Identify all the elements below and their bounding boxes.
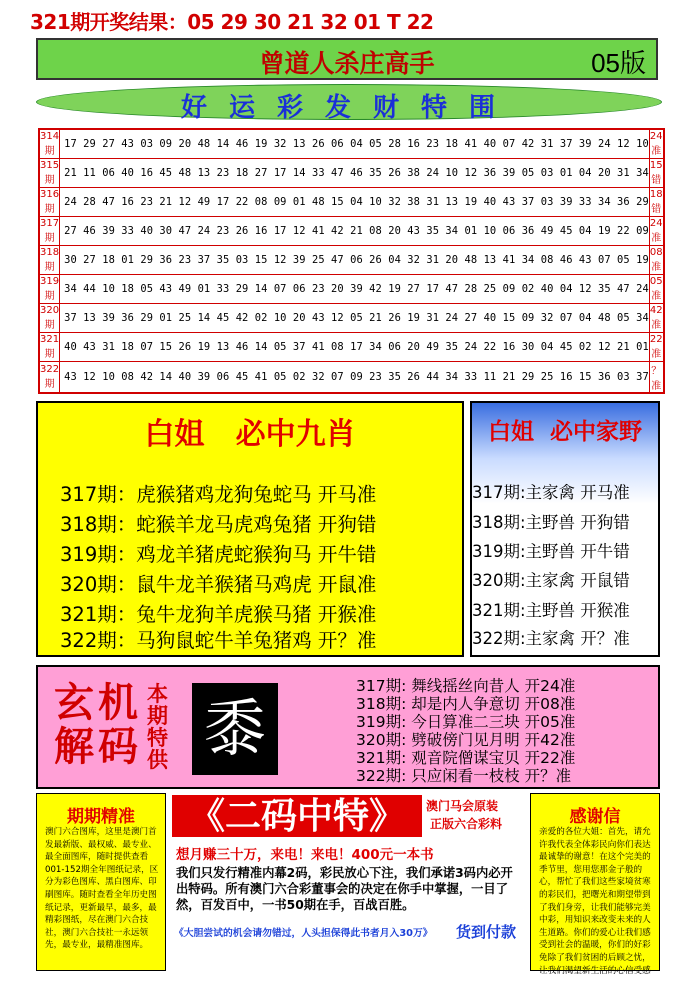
edition-label: 05版 xyxy=(591,48,646,78)
domestic-wild-box xyxy=(470,401,660,657)
grid-period: 320期 xyxy=(40,304,60,331)
domestic-wild-row: 320期:主家禽 开鼠错 xyxy=(472,571,630,590)
grid-result: 22准 xyxy=(649,333,663,360)
domestic-wild-row: 322期:主家禽 开？准 xyxy=(472,629,630,648)
nine-zodiac-box xyxy=(36,401,464,657)
grid-result: 24准 xyxy=(649,217,663,244)
grid-numbers: 17 29 27 43 03 09 20 48 14 46 19 32 13 26 06 04 05 28 16 23 18 41 40 07 42 31 37 39 24 12 10 xyxy=(60,129,650,158)
grid-period: 322期 xyxy=(39,361,60,393)
grid-numbers: 24 28 47 16 23 21 12 49 17 22 08 09 01 48 15 04 10 32 38 31 13 19 40 43 37 03 39 33 34 36 29 xyxy=(60,187,650,216)
banner-text: 好运彩发财特围 xyxy=(180,93,517,123)
grid-result: 05准 xyxy=(649,275,663,302)
grid-period: 315期 xyxy=(40,159,60,186)
grid-numbers: 27 46 39 33 40 30 47 24 23 26 16 17 12 41 42 21 08 20 43 35 34 01 10 06 36 49 45 04 19 22 09 xyxy=(60,216,650,245)
grid-numbers: 34 44 10 18 05 43 49 01 33 29 14 07 06 23 20 39 42 19 27 17 47 28 25 09 02 40 04 12 35 47 24 xyxy=(60,274,650,303)
grid-numbers: 37 13 39 36 29 01 25 14 45 42 02 10 20 43 12 05 21 26 19 31 24 27 40 15 09 32 07 04 48 05 34 xyxy=(60,303,650,332)
mystery-glyph: 黍 xyxy=(192,683,278,775)
brand-bar xyxy=(36,38,658,80)
nine-zodiac-title: 白姐 必中九肖 xyxy=(144,417,356,452)
ad-slogan: 想月赚三十万，来电！来电！400元一本书 xyxy=(176,847,434,863)
grid-row xyxy=(39,187,664,216)
brand-title: 曾道人杀庄高手 xyxy=(259,49,435,78)
grid-numbers: 21 11 06 40 16 45 48 13 23 18 27 17 14 33 47 46 35 26 38 24 10 12 36 39 05 03 01 04 20 31 34 xyxy=(60,158,650,187)
mystery-big-label-text: 玄机解码 xyxy=(54,680,142,770)
mystery-row: 321期: 观音院僧谋宝贝 开22准 xyxy=(356,749,576,767)
grid-row xyxy=(39,158,664,187)
grid-row xyxy=(39,129,664,158)
grid-period: 318期 xyxy=(40,246,60,273)
number-grid xyxy=(38,128,665,394)
domestic-wild-title: 白姐 必中家野 xyxy=(487,419,642,445)
grid-numbers: 43 12 10 08 42 14 40 39 06 45 41 05 02 32 07 09 23 35 26 44 34 33 11 21 29 25 16 15 36 03 37 xyxy=(60,361,650,393)
grid-row xyxy=(39,216,664,245)
mystery-row: 320期: 劈破傍门见月明 开42准 xyxy=(356,731,576,749)
domestic-wild-row: 321期:主野兽 开猴准 xyxy=(472,601,630,620)
mystery-decode-box xyxy=(36,665,660,789)
left-panel-title: 期期精准 xyxy=(67,807,135,827)
grid-result: 08准 xyxy=(649,246,663,273)
right-panel xyxy=(530,793,660,976)
ad-footer-note: 《大胆尝试的机会请勿错过，人头担保得此书者月入30万》 xyxy=(174,928,433,939)
grid-numbers: 40 43 31 18 07 15 26 19 13 46 14 05 37 41 08 17 34 06 20 49 35 24 22 16 30 04 45 02 12 21 01 xyxy=(60,332,650,361)
mystery-small-label: 本期特供 xyxy=(147,682,168,772)
grid-row xyxy=(39,361,664,393)
lucky-banner xyxy=(36,84,662,123)
cash-on-delivery-label: 货到付款 xyxy=(456,923,517,941)
nine-zodiac-row: 317期：虎猴猪鸡龙狗兔蛇马 开马准 xyxy=(60,483,377,506)
grid-period: 321期 xyxy=(40,333,60,360)
grid-period: 317期 xyxy=(40,217,60,244)
grid-period: 319期 xyxy=(40,275,60,302)
mystery-row: 319期: 今日算准二三块 开05准 xyxy=(356,713,576,731)
source-line-2: 正版六合彩料 xyxy=(430,817,503,831)
grid-numbers: 30 27 18 01 29 36 23 37 35 03 15 12 39 25 47 06 26 04 32 31 20 48 13 41 34 08 46 43 07 05 19 xyxy=(60,245,650,274)
mystery-row: 318期: 却是内人争意切 开08准 xyxy=(356,695,576,713)
right-panel-text: 亲爱的各位大姐：首先，请允许我代表全体彩民向你们表达最诚挚的谢意！在这个完美的季节里，您用您那金子般的心，帮忙了我们这些家境贫寒的彩民们，把曙光和期望带到了我们身旁，让我们能够完美中彩，用知识来改变未来的人生道路。你们的爱心让我们感受到社会的温暖，你们的好彩免除了我们贫困的后顾之忧，让我们渴望新生活的心信受感 xyxy=(539,827,651,976)
grid-result: 24准 xyxy=(649,130,663,157)
domestic-wild-row: 319期:主野兽 开牛错 xyxy=(472,542,630,561)
center-ad xyxy=(170,793,526,971)
nine-zodiac-row: 321期：兔牛龙狗羊虎猴马猪 开猴准 xyxy=(60,603,377,626)
grid-row xyxy=(39,274,664,303)
grid-row xyxy=(39,332,664,361)
nine-zodiac-row: 319期：鸡龙羊猪虎蛇猴狗马 开牛错 xyxy=(60,543,377,566)
grid-row xyxy=(39,303,664,332)
grid-result: 42准 xyxy=(649,304,663,331)
right-panel-title: 感谢信 xyxy=(569,807,621,827)
mystery-row: 322期: 只应闲看一枝枝 开？准 xyxy=(356,767,572,785)
nine-zodiac-row: 320期：鼠牛龙羊猴猪马鸡虎 开鼠准 xyxy=(60,573,377,596)
grid-period: 314期 xyxy=(40,130,60,157)
grid-result: 18错 xyxy=(649,188,663,215)
source-line-1: 澳门马会原装 xyxy=(426,799,499,813)
domestic-wild-row: 317期:主家禽 开马准 xyxy=(472,483,630,502)
grid-result: ？准 xyxy=(649,361,663,393)
mystery-row: 317期: 舞线摇丝向昔人 开24准 xyxy=(356,677,576,695)
nine-zodiac-row: 318期：蛇猴羊龙马虎鸡兔猪 开狗错 xyxy=(60,513,377,536)
left-panel-text: 澳门六合图库，这里是澳门首发最新版、最权威、最专业、最全面图库，随时提供查看001-152期全年图纸记录，区分为彩色图库、黑白图库、印刷图库。随时查看全年历史图纸记录，更新最早，最多，最精彩图纸，尽在澳门六合技社，澳门六合技社一永远领先，最专业，最精准图库。 xyxy=(45,827,159,951)
left-panel xyxy=(36,793,166,971)
domestic-wild-row: 318期:主野兽 开狗错 xyxy=(472,513,630,532)
lottery-result: 321期开奖结果：05 29 30 21 32 01 T 22 xyxy=(30,10,434,34)
grid-result: 15错 xyxy=(649,159,663,186)
nine-zodiac-row: 322期：马狗鼠蛇牛羊兔猪鸡 开？准 xyxy=(60,629,377,652)
grid-row xyxy=(39,245,664,274)
two-code-title: 《二码中特》 xyxy=(172,795,422,837)
grid-period: 316期 xyxy=(40,188,60,215)
mystery-big-label xyxy=(54,681,150,769)
ad-description: 我们只发行精准内幕2码，彩民放心下注，我们承诺3码内必开出特码。所有澳门六合彩董事会的决定在你手中掌握，一目了然，百发百中，一书50期在手，百战百胜。 xyxy=(176,866,513,912)
